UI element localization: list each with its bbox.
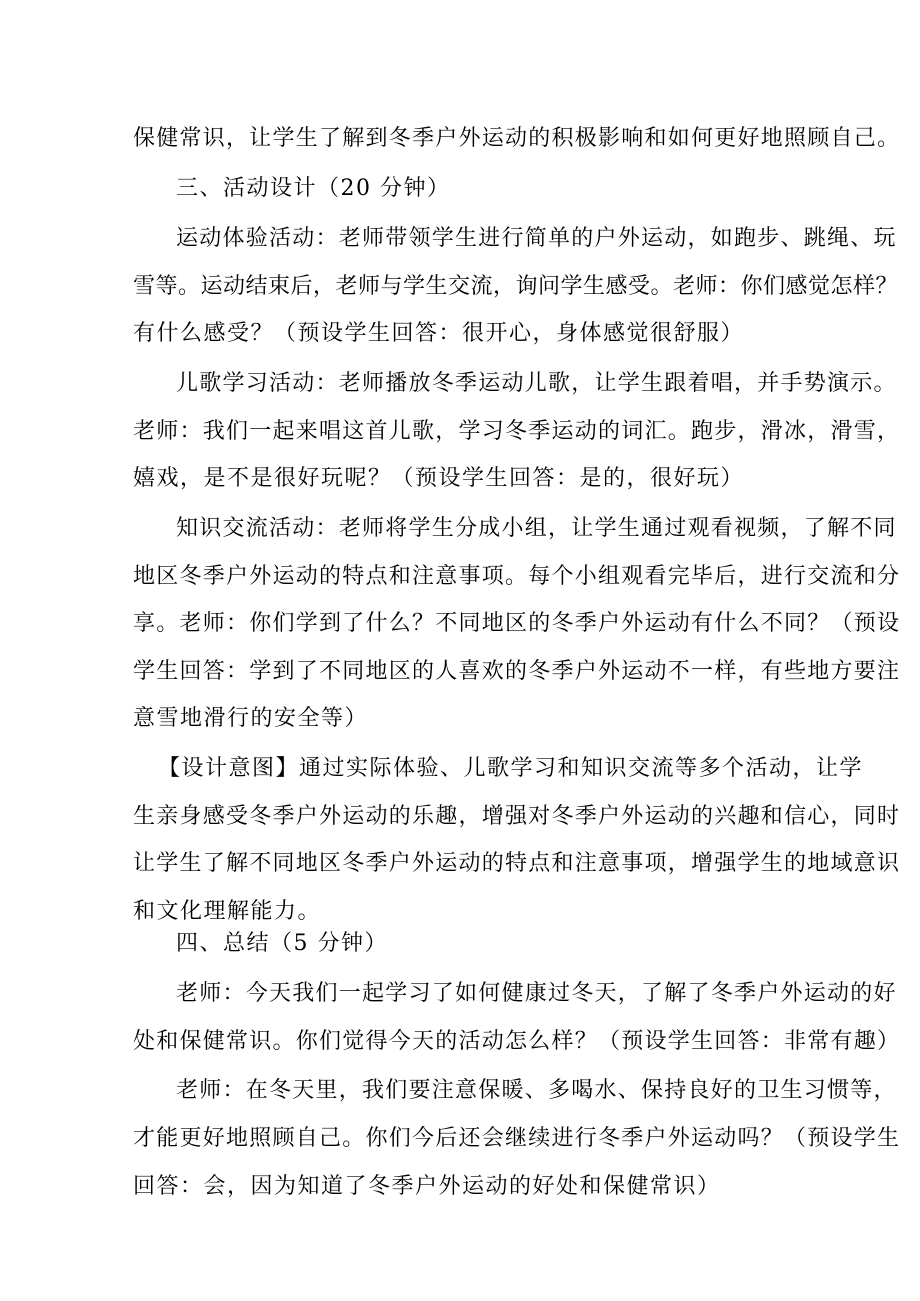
text-line: 雪等。运动结束后，老师与学生交流，询问学生感受。老师：你们感觉怎样？ — [133, 274, 899, 299]
text-line: 老师：在冬天里，我们要注意保暖、多喝水、保持良好的卫生习惯等， — [176, 1078, 897, 1103]
text-line: 享。老师：你们学到了什么？不同地区的冬季户外运动有什么不同？（预设 — [133, 611, 901, 636]
text-line: 意雪地滑行的安全等） — [133, 706, 369, 731]
section-heading: 三、活动设计（20 分钟） — [176, 176, 451, 201]
text-line: 和文化理解能力。 — [133, 899, 322, 924]
text-line: 保健常识，让学生了解到冬季户外运动的积极影响和如何更好地照顾自己。 — [133, 126, 901, 151]
text-line: 儿歌学习活动：老师播放冬季运动儿歌，让学生跟着唱，并手势演示。 — [176, 371, 897, 396]
text-line: 知识交流活动：老师将学生分成小组，让学生通过观看视频，了解不同 — [176, 516, 897, 541]
text-line: 【设计意图】通过实际体验、儿歌学习和知识交流等多个活动，让学 — [158, 756, 864, 781]
text-line: 生亲身感受冬季户外运动的乐趣，增强对冬季户外运动的兴趣和信心，同时 — [133, 804, 901, 829]
text-line: 老师：我们一起来唱这首儿歌，学习冬季运动的词汇。跑步，滑冰，滑雪， — [133, 419, 901, 444]
text-line: 有什么感受？（预设学生回答：很开心，身体感觉很舒服） — [133, 321, 745, 346]
text-line: 让学生了解不同地区冬季户外运动的特点和注意事项，增强学生的地域意识 — [133, 851, 901, 876]
text-line: 才能更好地照顾自己。你们今后还会继续进行冬季户外运动吗？（预设学生 — [133, 1126, 901, 1151]
text-line: 地区冬季户外运动的特点和注意事项。每个小组观看完毕后，进行交流和分 — [133, 564, 901, 589]
section-heading: 四、总结（5 分钟） — [176, 931, 388, 956]
text-line: 回答：会，因为知道了冬季户外运动的好处和保健常识） — [133, 1174, 721, 1199]
text-line: 老师：今天我们一起学习了如何健康过冬天，了解了冬季户外运动的好 — [176, 981, 897, 1006]
text-line: 学生回答：学到了不同地区的人喜欢的冬季户外运动不一样，有些地方要注 — [133, 659, 901, 684]
text-line: 嬉戏，是不是很好玩呢？（预设学生回答：是的，很好玩） — [133, 466, 745, 491]
text-line: 处和保健常识。你们觉得今天的活动怎么样？（预设学生回答：非常有趣） — [133, 1029, 901, 1054]
text-line: 运动体验活动：老师带领学生进行简单的户外运动，如跑步、跳绳、玩 — [176, 226, 897, 251]
